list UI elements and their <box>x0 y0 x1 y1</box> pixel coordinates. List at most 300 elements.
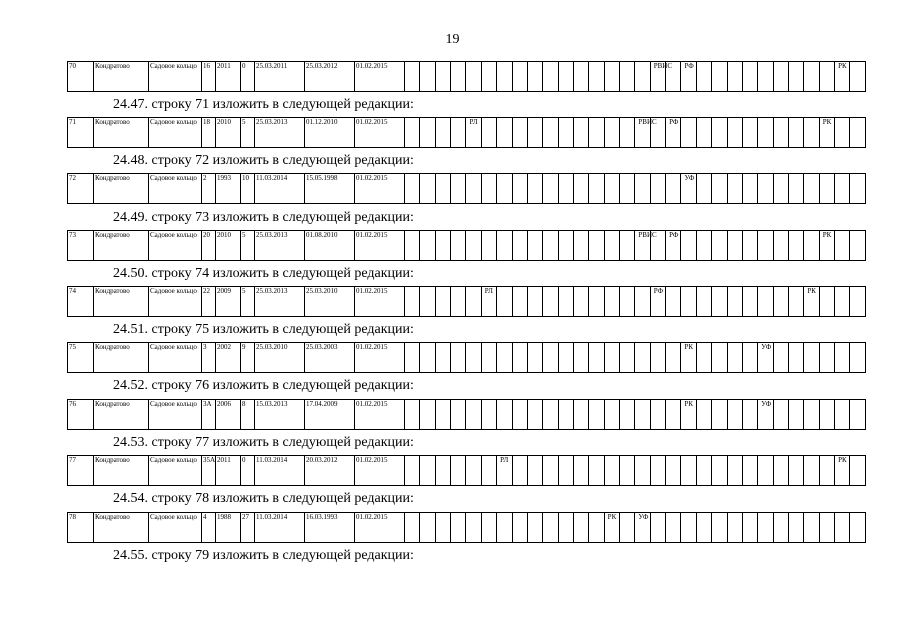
house-cell: 20 <box>202 231 216 261</box>
empty-cell <box>420 231 435 261</box>
marker-cell: РК <box>819 231 834 261</box>
empty-cell <box>819 62 834 92</box>
settlement-cell: Кондратово <box>94 287 149 317</box>
marker-cell: РЛ <box>497 456 512 486</box>
amendment-caption: 24.55. строку 79 изложить в следующей редакции: <box>113 548 414 563</box>
register-table-row-75 <box>67 342 866 373</box>
count-cell: 5 <box>241 118 255 148</box>
empty-cell <box>819 174 834 204</box>
empty-cell <box>804 400 819 430</box>
amendment-caption: 24.48. строку 72 изложить в следующей редакции: <box>113 153 414 168</box>
empty-cell <box>435 174 450 204</box>
empty-cell <box>527 62 542 92</box>
count-cell: 8 <box>241 400 255 430</box>
empty-cell <box>405 400 420 430</box>
empty-cell <box>481 513 496 543</box>
marker-cell: РВИС <box>635 118 650 148</box>
house-cell: 16 <box>202 62 216 92</box>
empty-cell <box>558 231 573 261</box>
empty-cell <box>604 343 619 373</box>
amendment-caption: 24.49. строку 73 изложить в следующей редакции: <box>113 210 414 225</box>
empty-cell <box>466 456 481 486</box>
house-cell: 3 <box>202 343 216 373</box>
empty-cell <box>573 231 588 261</box>
empty-cell <box>727 400 742 430</box>
empty-cell <box>589 174 604 204</box>
empty-cell <box>742 456 757 486</box>
date-cell: 11.03.2014 <box>255 174 305 204</box>
empty-cell <box>742 174 757 204</box>
empty-cell <box>405 343 420 373</box>
empty-cell <box>589 343 604 373</box>
house-cell: 22 <box>202 287 216 317</box>
settlement-cell: Кондратово <box>94 343 149 373</box>
empty-cell <box>512 400 527 430</box>
empty-cell <box>543 287 558 317</box>
empty-cell <box>497 231 512 261</box>
empty-cell <box>589 456 604 486</box>
empty-cell <box>835 287 850 317</box>
empty-cell <box>558 287 573 317</box>
house-cell: 2 <box>202 174 216 204</box>
empty-cell <box>712 287 727 317</box>
empty-cell <box>788 287 803 317</box>
empty-cell <box>727 174 742 204</box>
empty-cell <box>558 456 573 486</box>
empty-cell <box>558 343 573 373</box>
empty-cell <box>497 118 512 148</box>
empty-cell <box>696 343 711 373</box>
empty-cell <box>604 174 619 204</box>
settlement-cell: Кондратово <box>94 513 149 543</box>
marker-cell: РЛ <box>466 118 481 148</box>
row-number-cell: 75 <box>68 343 94 373</box>
count-cell: 0 <box>241 62 255 92</box>
empty-cell <box>850 62 865 92</box>
empty-cell <box>558 62 573 92</box>
empty-cell <box>804 231 819 261</box>
empty-cell <box>497 62 512 92</box>
count-cell: 27 <box>241 513 255 543</box>
empty-cell <box>788 400 803 430</box>
row-number-cell: 72 <box>68 174 94 204</box>
empty-cell <box>466 174 481 204</box>
amendment-caption: 24.53. строку 77 изложить в следующей редакции: <box>113 435 414 450</box>
empty-cell <box>589 400 604 430</box>
empty-cell <box>712 62 727 92</box>
register-table-row-71 <box>67 117 866 148</box>
empty-cell <box>435 118 450 148</box>
date-cell: 25.03.2010 <box>305 287 355 317</box>
empty-cell <box>819 287 834 317</box>
empty-cell <box>420 513 435 543</box>
empty-cell <box>558 513 573 543</box>
empty-cell <box>573 343 588 373</box>
year-cell: 1988 <box>216 513 241 543</box>
empty-cell <box>512 456 527 486</box>
count-cell: 0 <box>241 456 255 486</box>
empty-cell <box>635 174 650 204</box>
empty-cell <box>742 287 757 317</box>
empty-cell <box>543 174 558 204</box>
empty-cell <box>650 513 665 543</box>
date-cell: 01.02.2015 <box>355 118 405 148</box>
row-number-cell: 73 <box>68 231 94 261</box>
street-cell: Садовое кольцо <box>149 287 202 317</box>
date-cell: 25.03.2012 <box>305 62 355 92</box>
empty-cell <box>650 456 665 486</box>
empty-cell <box>420 287 435 317</box>
empty-cell <box>696 174 711 204</box>
marker-cell: РФ <box>666 118 681 148</box>
empty-cell <box>742 118 757 148</box>
date-cell: 25.03.2003 <box>305 343 355 373</box>
empty-cell <box>589 118 604 148</box>
street-cell: Садовое кольцо <box>149 343 202 373</box>
settlement-cell: Кондратово <box>94 400 149 430</box>
empty-cell <box>481 231 496 261</box>
date-cell: 01.02.2015 <box>355 62 405 92</box>
table-row <box>68 343 866 373</box>
empty-cell <box>527 513 542 543</box>
empty-cell <box>481 400 496 430</box>
empty-cell <box>635 287 650 317</box>
empty-cell <box>466 343 481 373</box>
empty-cell <box>804 456 819 486</box>
empty-cell <box>727 513 742 543</box>
count-cell: 5 <box>241 231 255 261</box>
row-number-cell: 76 <box>68 400 94 430</box>
empty-cell <box>435 513 450 543</box>
date-cell: 25.03.2011 <box>255 62 305 92</box>
empty-cell <box>573 456 588 486</box>
empty-cell <box>512 287 527 317</box>
empty-cell <box>727 343 742 373</box>
house-cell: 35А <box>202 456 216 486</box>
year-cell: 2010 <box>216 118 241 148</box>
empty-cell <box>742 513 757 543</box>
empty-cell <box>573 174 588 204</box>
date-cell: 16.03.1993 <box>305 513 355 543</box>
marker-cell: РК <box>804 287 819 317</box>
marker-cell: УФ <box>758 400 773 430</box>
date-cell: 01.02.2015 <box>355 174 405 204</box>
street-cell: Садовое кольцо <box>149 400 202 430</box>
marker-cell: РФ <box>681 62 696 92</box>
empty-cell <box>589 513 604 543</box>
empty-cell <box>804 343 819 373</box>
empty-cell <box>696 513 711 543</box>
empty-cell <box>435 62 450 92</box>
empty-cell <box>435 456 450 486</box>
year-cell: 2011 <box>216 62 241 92</box>
empty-cell <box>604 118 619 148</box>
count-cell: 9 <box>241 343 255 373</box>
empty-cell <box>589 62 604 92</box>
empty-cell <box>773 513 788 543</box>
empty-cell <box>604 62 619 92</box>
empty-cell <box>696 231 711 261</box>
empty-cell <box>773 343 788 373</box>
empty-cell <box>742 343 757 373</box>
amendment-caption: 24.51. строку 75 изложить в следующей редакции: <box>113 322 414 337</box>
empty-cell <box>543 400 558 430</box>
empty-cell <box>466 287 481 317</box>
date-cell: 15.03.2013 <box>255 400 305 430</box>
empty-cell <box>558 174 573 204</box>
empty-cell <box>788 343 803 373</box>
empty-cell <box>620 118 635 148</box>
empty-cell <box>696 400 711 430</box>
empty-cell <box>819 456 834 486</box>
empty-cell <box>527 400 542 430</box>
table-row <box>68 513 866 543</box>
empty-cell <box>727 287 742 317</box>
year-cell: 2011 <box>216 456 241 486</box>
empty-cell <box>696 118 711 148</box>
empty-cell <box>727 118 742 148</box>
empty-cell <box>435 400 450 430</box>
marker-cell: УФ <box>758 343 773 373</box>
empty-cell <box>742 62 757 92</box>
empty-cell <box>451 400 466 430</box>
empty-cell <box>788 513 803 543</box>
empty-cell <box>835 343 850 373</box>
empty-cell <box>405 287 420 317</box>
empty-cell <box>650 400 665 430</box>
empty-cell <box>573 513 588 543</box>
empty-cell <box>620 343 635 373</box>
empty-cell <box>466 231 481 261</box>
empty-cell <box>635 400 650 430</box>
date-cell: 17.04.2009 <box>305 400 355 430</box>
empty-cell <box>620 174 635 204</box>
empty-cell <box>512 513 527 543</box>
empty-cell <box>620 456 635 486</box>
house-cell: 18 <box>202 118 216 148</box>
empty-cell <box>742 400 757 430</box>
table-row <box>68 287 866 317</box>
register-table-row-70 <box>67 61 866 92</box>
empty-cell <box>650 174 665 204</box>
empty-cell <box>758 513 773 543</box>
empty-cell <box>497 287 512 317</box>
empty-cell <box>543 343 558 373</box>
empty-cell <box>788 231 803 261</box>
empty-cell <box>604 287 619 317</box>
register-table-row-78 <box>67 512 866 543</box>
empty-cell <box>405 174 420 204</box>
empty-cell <box>589 231 604 261</box>
marker-cell: РФ <box>650 287 665 317</box>
empty-cell <box>466 400 481 430</box>
settlement-cell: Кондратово <box>94 231 149 261</box>
empty-cell <box>558 118 573 148</box>
marker-cell: РЛ <box>481 287 496 317</box>
empty-cell <box>512 231 527 261</box>
amendment-caption: 24.54. строку 78 изложить в следующей редакции: <box>113 491 414 506</box>
empty-cell <box>604 400 619 430</box>
empty-cell <box>850 343 865 373</box>
empty-cell <box>819 400 834 430</box>
date-cell: 01.02.2015 <box>355 513 405 543</box>
empty-cell <box>451 118 466 148</box>
empty-cell <box>604 231 619 261</box>
date-cell: 25.03.2013 <box>255 231 305 261</box>
table-row <box>68 456 866 486</box>
empty-cell <box>727 231 742 261</box>
empty-cell <box>727 62 742 92</box>
empty-cell <box>835 118 850 148</box>
date-cell: 01.02.2015 <box>355 400 405 430</box>
empty-cell <box>773 400 788 430</box>
empty-cell <box>420 118 435 148</box>
empty-cell <box>712 400 727 430</box>
marker-cell: РК <box>835 62 850 92</box>
empty-cell <box>635 62 650 92</box>
table-row <box>68 118 866 148</box>
empty-cell <box>819 343 834 373</box>
empty-cell <box>773 231 788 261</box>
empty-cell <box>850 118 865 148</box>
empty-cell <box>527 287 542 317</box>
empty-cell <box>666 456 681 486</box>
empty-cell <box>681 118 696 148</box>
empty-cell <box>497 343 512 373</box>
date-cell: 01.02.2015 <box>355 231 405 261</box>
empty-cell <box>758 231 773 261</box>
empty-cell <box>727 456 742 486</box>
empty-cell <box>420 343 435 373</box>
count-cell: 10 <box>241 174 255 204</box>
empty-cell <box>420 456 435 486</box>
empty-cell <box>527 118 542 148</box>
year-cell: 2009 <box>216 287 241 317</box>
settlement-cell: Кондратово <box>94 174 149 204</box>
date-cell: 25.03.2013 <box>255 287 305 317</box>
empty-cell <box>420 62 435 92</box>
marker-cell: РК <box>681 400 696 430</box>
empty-cell <box>466 62 481 92</box>
empty-cell <box>543 513 558 543</box>
empty-cell <box>681 456 696 486</box>
empty-cell <box>497 174 512 204</box>
register-table-row-73 <box>67 230 866 261</box>
house-cell: 4 <box>202 513 216 543</box>
empty-cell <box>497 400 512 430</box>
empty-cell <box>420 400 435 430</box>
empty-cell <box>758 456 773 486</box>
empty-cell <box>758 118 773 148</box>
empty-cell <box>850 513 865 543</box>
empty-cell <box>696 456 711 486</box>
date-cell: 01.02.2015 <box>355 287 405 317</box>
empty-cell <box>481 118 496 148</box>
empty-cell <box>835 231 850 261</box>
date-cell: 01.08.2010 <box>305 231 355 261</box>
marker-cell: РФ <box>666 231 681 261</box>
year-cell: 2010 <box>216 231 241 261</box>
date-cell: 01.02.2015 <box>355 343 405 373</box>
empty-cell <box>788 456 803 486</box>
date-cell: 25.03.2010 <box>255 343 305 373</box>
row-number-cell: 77 <box>68 456 94 486</box>
empty-cell <box>573 62 588 92</box>
empty-cell <box>850 174 865 204</box>
table-row <box>68 400 866 430</box>
empty-cell <box>543 118 558 148</box>
empty-cell <box>788 118 803 148</box>
empty-cell <box>451 513 466 543</box>
empty-cell <box>481 62 496 92</box>
register-table-row-76 <box>67 399 866 430</box>
date-cell: 01.02.2015 <box>355 456 405 486</box>
empty-cell <box>681 287 696 317</box>
empty-cell <box>666 287 681 317</box>
empty-cell <box>543 231 558 261</box>
date-cell: 11.03.2014 <box>255 513 305 543</box>
empty-cell <box>435 287 450 317</box>
empty-cell <box>573 287 588 317</box>
empty-cell <box>620 231 635 261</box>
empty-cell <box>835 513 850 543</box>
empty-cell <box>512 174 527 204</box>
empty-cell <box>788 62 803 92</box>
empty-cell <box>712 513 727 543</box>
empty-cell <box>527 174 542 204</box>
street-cell: Садовое кольцо <box>149 231 202 261</box>
empty-cell <box>543 456 558 486</box>
empty-cell <box>758 287 773 317</box>
empty-cell <box>773 456 788 486</box>
street-cell: Садовое кольцо <box>149 174 202 204</box>
empty-cell <box>481 174 496 204</box>
empty-cell <box>804 174 819 204</box>
empty-cell <box>420 174 435 204</box>
empty-cell <box>666 400 681 430</box>
page-number: 19 <box>445 32 460 47</box>
empty-cell <box>650 343 665 373</box>
row-number-cell: 70 <box>68 62 94 92</box>
street-cell: Садовое кольцо <box>149 456 202 486</box>
year-cell: 2006 <box>216 400 241 430</box>
street-cell: Садовое кольцо <box>149 118 202 148</box>
table-row <box>68 62 866 92</box>
empty-cell <box>850 231 865 261</box>
marker-cell: РВИС <box>635 231 650 261</box>
empty-cell <box>635 456 650 486</box>
register-table-row-77 <box>67 455 866 486</box>
empty-cell <box>850 400 865 430</box>
empty-cell <box>405 513 420 543</box>
empty-cell <box>620 62 635 92</box>
empty-cell <box>758 174 773 204</box>
empty-cell <box>405 456 420 486</box>
settlement-cell: Кондратово <box>94 456 149 486</box>
empty-cell <box>804 513 819 543</box>
empty-cell <box>543 62 558 92</box>
empty-cell <box>696 287 711 317</box>
empty-cell <box>804 118 819 148</box>
row-number-cell: 78 <box>68 513 94 543</box>
register-table-row-72 <box>67 173 866 204</box>
empty-cell <box>451 231 466 261</box>
empty-cell <box>405 62 420 92</box>
date-cell: 20.03.2012 <box>305 456 355 486</box>
empty-cell <box>788 174 803 204</box>
empty-cell <box>405 118 420 148</box>
empty-cell <box>497 513 512 543</box>
